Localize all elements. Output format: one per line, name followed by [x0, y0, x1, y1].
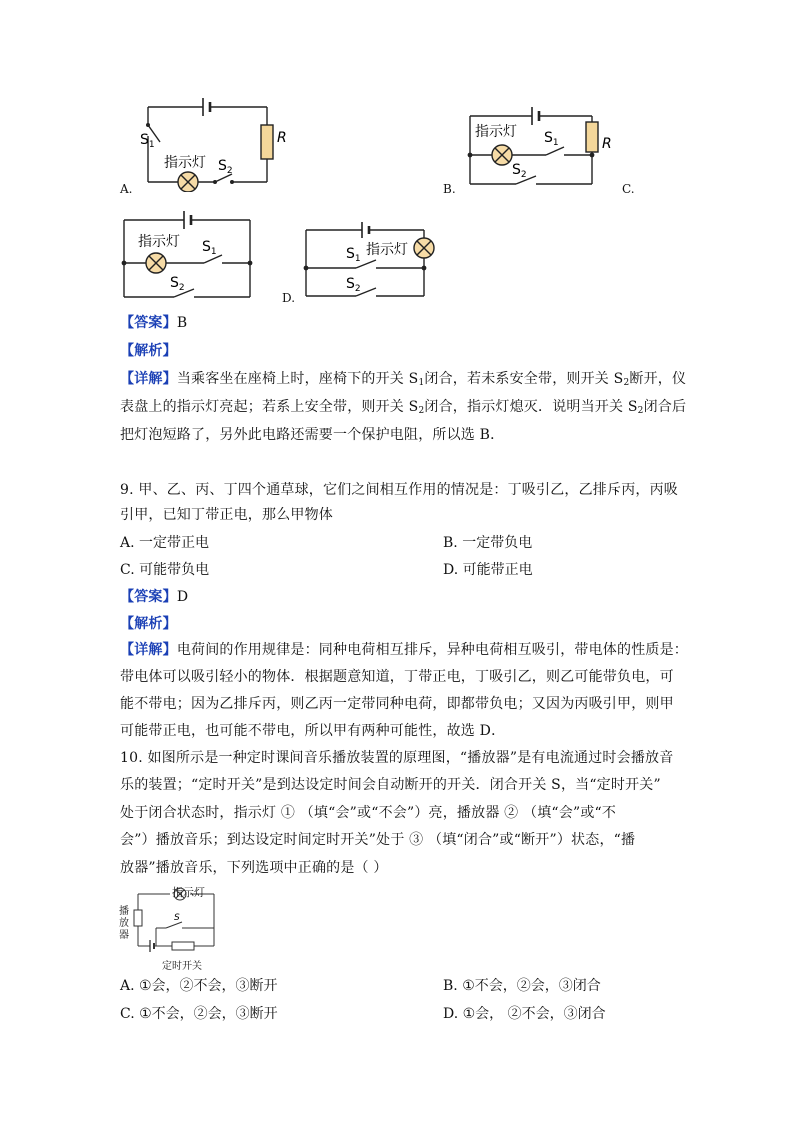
- q8-detail-line-2: 表盘上的指示灯亮起；若系上安全带，则开关 $S_2$闭合，指示灯熄灭．说明当开关 $S_2$闭合后: [120, 399, 687, 416]
- resistor-label: R: [277, 130, 287, 146]
- q8-analysis-tag: 【解析】: [120, 343, 177, 359]
- q10-lamp-label: 指示灯: [172, 886, 205, 899]
- lamp-label: 指示灯: [366, 242, 408, 258]
- lamp-b-icon: [492, 145, 512, 165]
- q10-option-c: C. ①不会，②会，③断开: [120, 1006, 278, 1022]
- option-a-letter: A.: [120, 182, 133, 196]
- q8-detail-line-1: 【详解】当乘客坐在座椅上时，座椅下的开关 $S_1$闭合，若未系安全带，则开关 $S_2$断开，仪: [120, 371, 687, 388]
- q10-switch-label: S: [174, 913, 180, 923]
- q8-answer: 【答案】B: [120, 315, 188, 331]
- lamp-d-icon: [414, 238, 434, 258]
- q9-stem-line-1: 9. 甲、乙、丙、丁四个通草球，它们之间相互作用的情况是：丁吸引乙，乙排斥丙，丙吸: [120, 482, 679, 498]
- q9-stem-line-2: 引甲，已知丁带正电，那么甲物体: [120, 507, 333, 523]
- q10-option-d: D. ①会， ②不会，③闭合: [443, 1006, 606, 1022]
- switch-s1-label: $S_1$: [544, 130, 559, 148]
- circuit-a-diagram: [120, 92, 290, 192]
- q10-timer-label: 定时开关: [162, 961, 202, 972]
- q10-option-a: A. ①会，②不会，③断开: [120, 978, 278, 994]
- q10-stem-line-4: 会”）播放音乐；到达设定时间定时开关”处于 ③ （填“闭合”或“断开”）状态，“播: [120, 832, 636, 848]
- switch-s2-label: $S_2$: [346, 276, 361, 294]
- lamp-a-icon: [178, 172, 198, 192]
- option-c-letter: C.: [622, 182, 635, 196]
- option-d-letter: D.: [282, 291, 296, 305]
- q10-stem-line-3: 处于闭合状态时，指示灯 ① （填“会”或“不会”）亮，播放器 ② （填“会”或“不: [120, 805, 617, 821]
- circuit-b-diagram: [460, 102, 620, 190]
- option-b-letter: B.: [443, 182, 456, 196]
- switch-s1-label: $S_1$: [202, 239, 217, 257]
- q9-option-c: C. 可能带负电: [120, 562, 210, 578]
- switch-s2-label: $S_2$: [218, 158, 233, 176]
- switch-s1-label: $S_1$: [140, 132, 155, 150]
- q9-option-b: B. 一定带负电: [443, 535, 533, 551]
- q9-analysis-tag: 【解析】: [120, 616, 177, 632]
- q9-detail-line-3: 能不带电；因为乙排斥丙，则乙丙一定带同种电荷，即都带负电；又因为丙吸引甲，则甲: [120, 696, 674, 712]
- lamp-label: 指示灯: [475, 124, 517, 140]
- q8-detail-line-3: 把灯泡短路了，另外此电路还需要一个保护电阻，所以选 B．: [120, 427, 505, 443]
- q9-detail-line-2: 带电体可以吸引轻小的物体．根据题意知道，丁带正电，丁吸引乙，则乙可能带负电，可: [120, 669, 674, 685]
- q9-option-a: A. 一定带正电: [120, 535, 210, 551]
- q10-option-b: B. ①不会，②会，③闭合: [443, 978, 601, 994]
- q9-detail-line-4: 可能带正电，也可能不带电，所以甲有两种可能性，故选 D．: [120, 723, 506, 739]
- q9-answer: 【答案】D: [120, 589, 189, 605]
- q10-player-label: 播 放 器: [119, 906, 129, 941]
- lamp-label: 指示灯: [138, 234, 180, 250]
- q9-detail-line-1: 【详解】电荷间的作用规律是：同种电荷相互排斥，异种电荷相互吸引，带电体的性质是：: [120, 642, 689, 658]
- circuit-c-diagram: [118, 205, 258, 301]
- lamp-label: 指示灯: [164, 155, 206, 171]
- q9-option-d: D. 可能带正电: [443, 562, 533, 578]
- switch-s2-label: $S_2$: [512, 162, 527, 180]
- switch-s2-label: $S_2$: [170, 275, 185, 293]
- q10-stem-line-5: 放器”播放音乐，下列选项中正确的是（ ）: [120, 860, 388, 876]
- resistor-label: R: [602, 136, 612, 152]
- q10-stem-line-1: 10. 如图所示是一种定时课间音乐播放装置的原理图，“播放器”是有电流通过时会播放音: [120, 750, 674, 766]
- circuit-d-diagram: [300, 218, 440, 302]
- q10-stem-line-2: 乐的装置；“定时开关”是到达设定时间会自动断开的开关．闭合开关 S，当“定时开关”: [120, 777, 661, 793]
- lamp-c-icon: [146, 253, 166, 273]
- switch-s1-label: $S_1$: [346, 246, 361, 264]
